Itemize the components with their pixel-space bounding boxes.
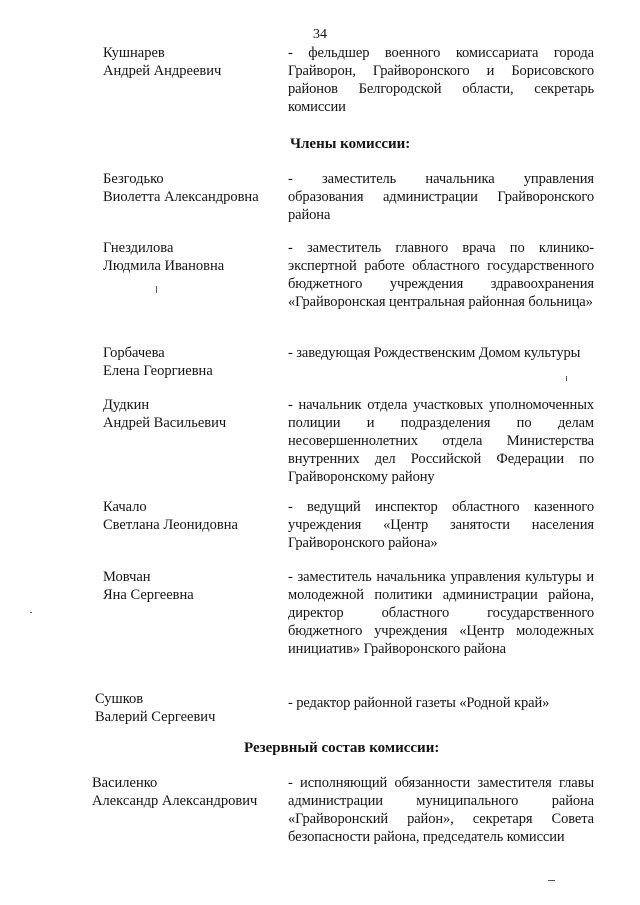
scan-speck <box>566 376 567 381</box>
person-name <box>103 498 283 534</box>
given-names: Яна Сергеевна <box>103 587 194 603</box>
surname: Гнездилова <box>103 240 174 256</box>
person-role: - заместитель начальника управления культуры и молодежной политики администрации района, директор областного государственного бюджетного учреждения «Центр молодежных инициатив» Грайворонского района <box>288 569 594 657</box>
given-names: Андрей Васильевич <box>103 415 227 431</box>
surname: Кушнарев <box>103 45 165 61</box>
surname: Качало <box>103 499 147 515</box>
given-names: Андрей Андреевич <box>103 63 222 79</box>
members-heading: Члены комиссии: <box>290 136 411 152</box>
given-names: Александр Александрович <box>92 793 258 809</box>
person-name <box>103 44 283 80</box>
scan-speck <box>548 880 555 881</box>
person-role: - ведущий инспектор областного казенного учреждения «Центр занятости населения Грайворонского района» <box>288 499 594 551</box>
surname: Василенко <box>92 775 158 791</box>
surname: Дудкин <box>103 397 150 413</box>
person-name <box>95 690 275 726</box>
person-role: - исполняющий обязанности заместителя главы администрации муниципального района «Грайворонский район», секретаря Совета безопасности района, председатель комиссии <box>288 775 594 845</box>
given-names: Виолетта Александровна <box>103 189 259 205</box>
person-role: - заместитель главного врача по клинико-экспертной работе областного государственного бюджетного учреждения здравоохранения «Грайворонская центральная районная больница» <box>288 240 594 310</box>
person-role: - начальник отдела участковых уполномоченных полиции и подразделения по делам несовершеннолетних отдела Министерства внутренних дел Российской Федерации по Грайворонскому району <box>288 397 594 485</box>
person-name <box>92 774 272 810</box>
person-name <box>103 344 283 380</box>
person-role: - редактор районной газеты «Родной край» <box>288 695 550 711</box>
scan-speck <box>30 612 32 613</box>
person-name <box>103 396 283 432</box>
person-role: - заместитель начальника управления образования администрации Грайворонского района <box>288 171 594 223</box>
given-names: Елена Георгиевна <box>103 363 213 379</box>
person-role: - заведующая Рождественским Домом культуры <box>288 345 581 361</box>
surname: Горбачева <box>103 345 165 361</box>
person-name <box>103 568 283 604</box>
surname: Безгодько <box>103 171 164 187</box>
reserve-heading: Резервный состав комиссии: <box>244 740 440 756</box>
given-names: Людмила Ивановна <box>103 258 225 274</box>
person-role: - фельдшер военного комиссариата города Грайворон, Грайворонского и Борисовского районов Белгородской области, секретарь комиссии <box>288 45 594 115</box>
given-names: Валерий Сергеевич <box>95 709 216 725</box>
person-name <box>103 170 283 206</box>
surname: Сушков <box>95 691 144 707</box>
scan-speck <box>156 286 157 293</box>
page-number: 34 <box>313 27 327 42</box>
person-name <box>103 239 283 275</box>
surname: Мовчан <box>103 569 151 585</box>
given-names: Светлана Леонидовна <box>103 517 238 533</box>
